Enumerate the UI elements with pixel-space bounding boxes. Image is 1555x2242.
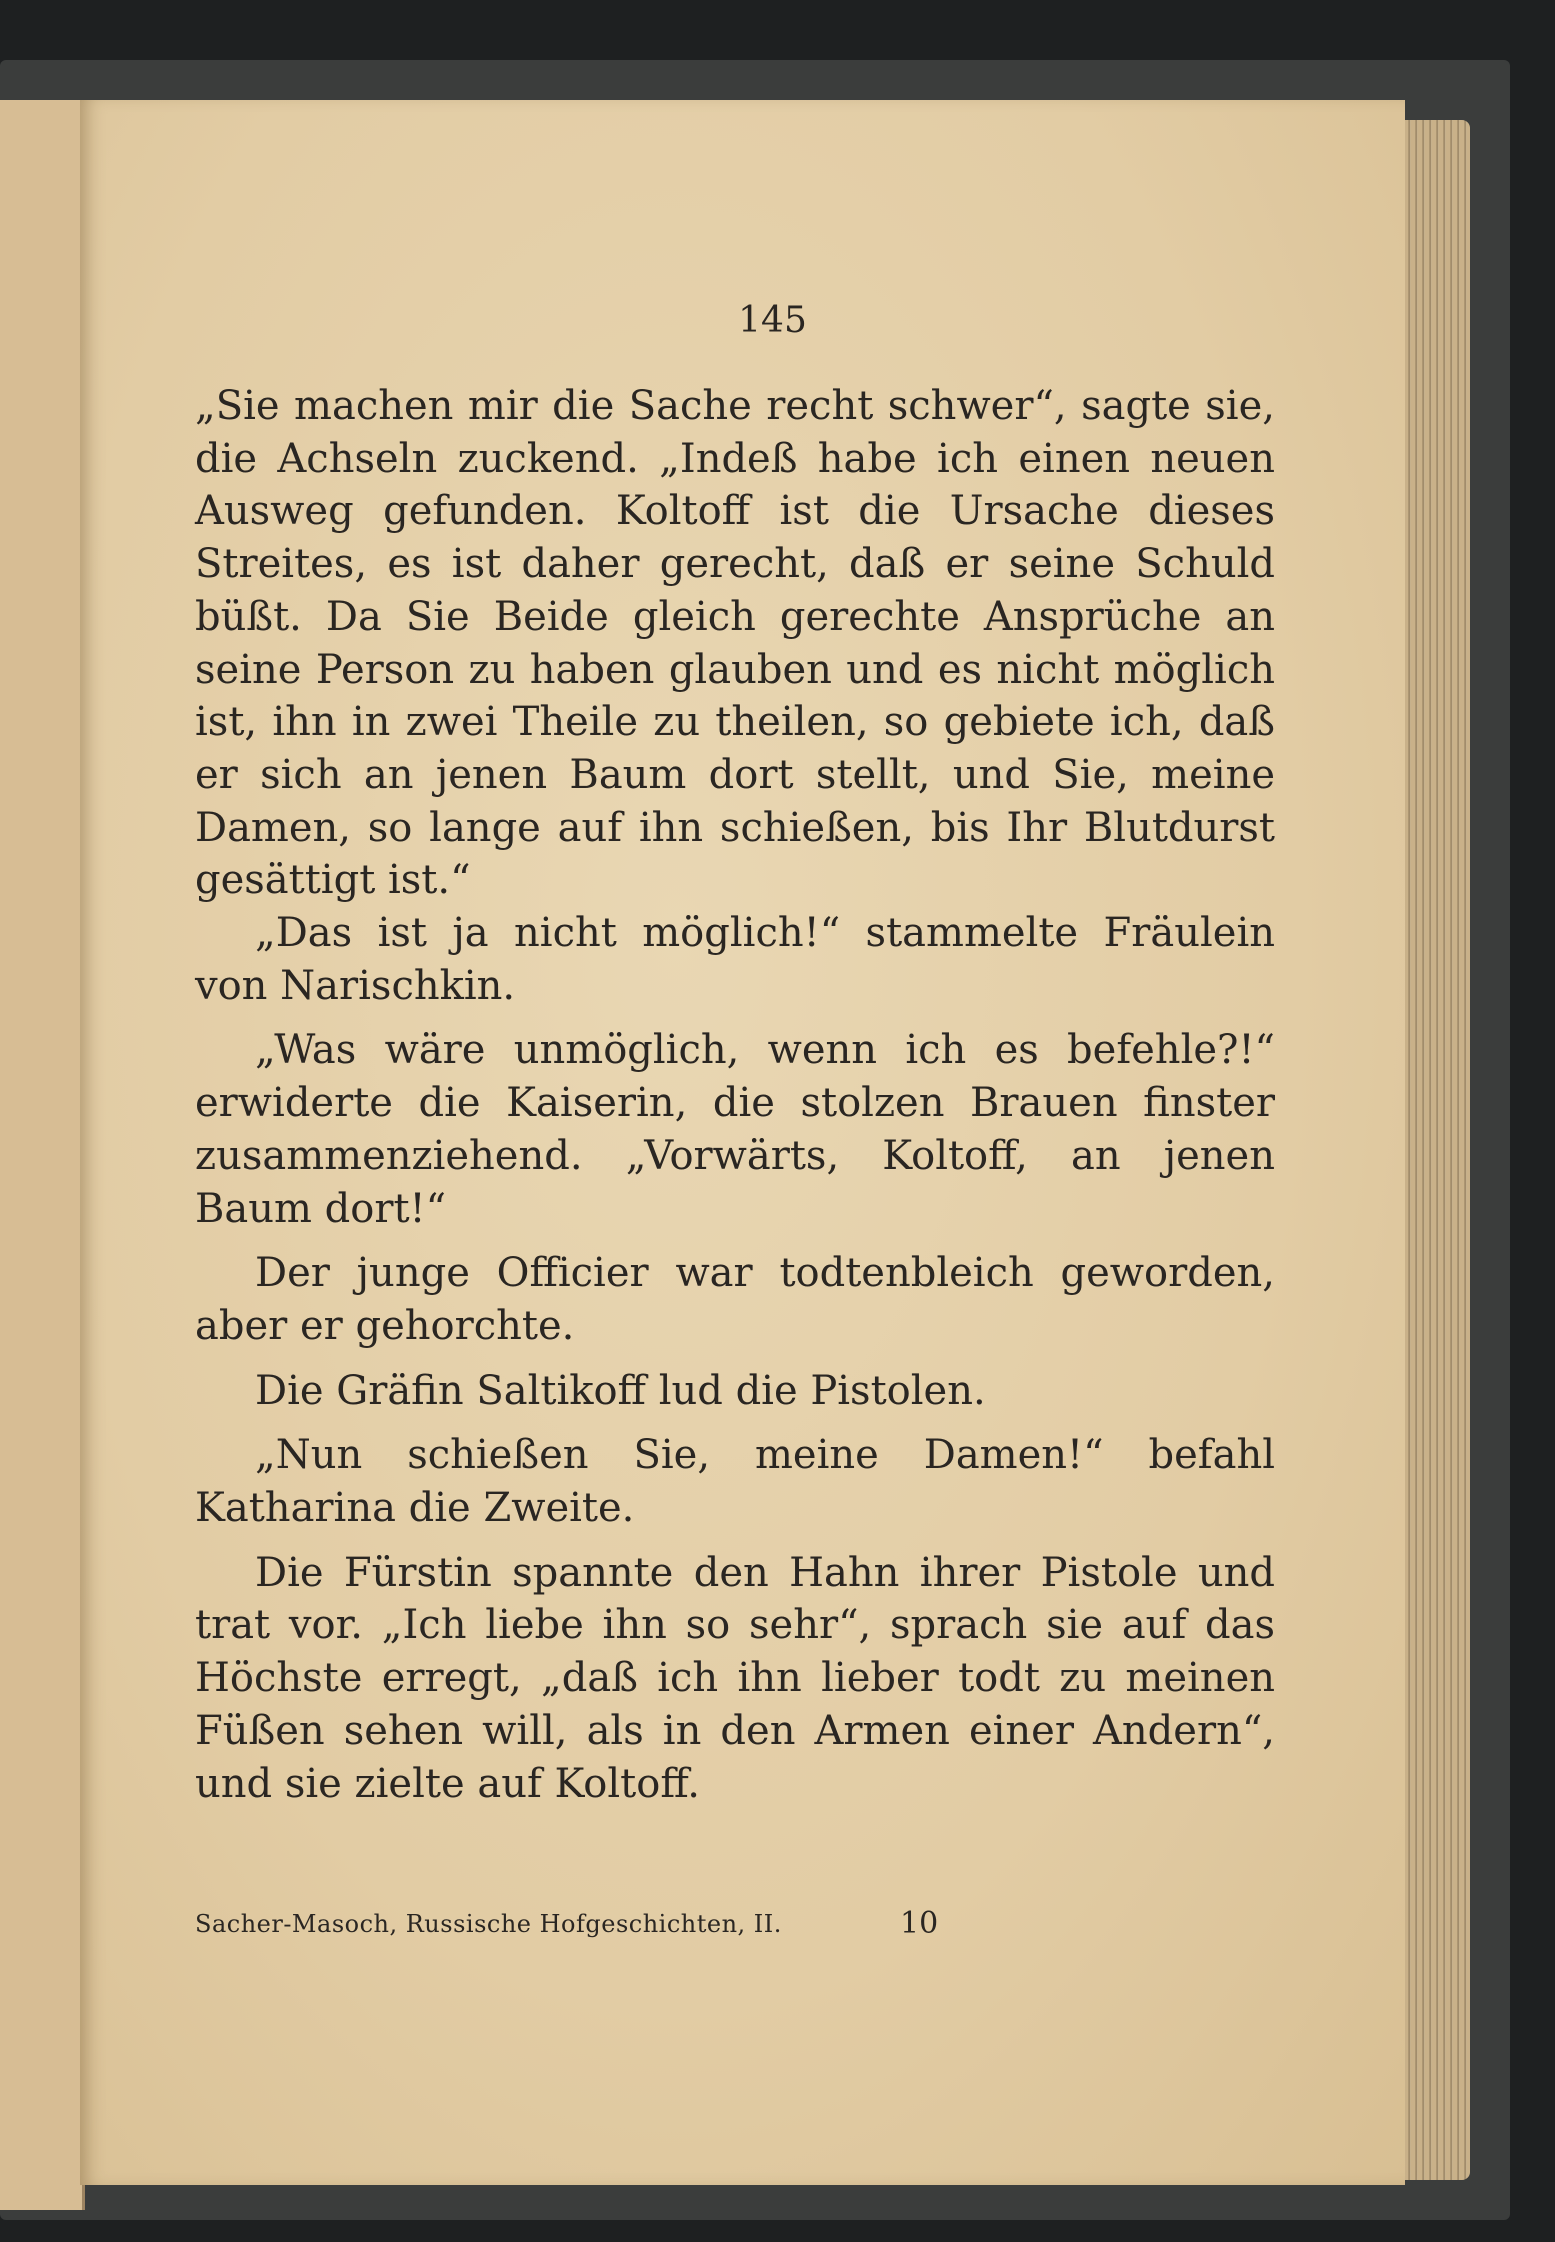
paragraph: „Das ist ja nicht möglich!“ stammelte Fräulein von Narischkin. (195, 910, 1275, 1009)
left-page-edge (0, 100, 85, 2210)
signature-line: Sacher-Masoch, Russische Hofgeschichten, II. (195, 1910, 782, 1938)
paragraph: „Was wäre unmöglich, wenn ich es befehle?!“ erwiderte die Kaiserin, die stolzen Brauen finster zusammenziehend. „Vorwärts, Koltoff, an jenen Baum dort!“ (195, 1027, 1275, 1232)
page-footer (195, 1906, 1275, 1941)
page-number: 145 (738, 300, 807, 341)
paragraph: „Sie machen mir die Sache recht schwer“, sagte sie, die Achseln zuckend. „Indeß habe ich einen neuen Ausweg gefunden. Koltoff ist die Ursache dieses Streites, es ist daher gerecht, daß er seine Schuld büßt. Da Sie Beide gleich gerechte Ansprüche an seine Person zu haben glauben und es nicht möglich ist, ihn in zwei Theile zu theilen, so gebiete ich, daß er sich an jenen Baum dort stellt, und Sie, meine Damen, so lange auf ihn schießen, bis Ihr Blutdurst gesättigt ist.“ (195, 383, 1275, 904)
book-page (80, 100, 1405, 2185)
sheet-number: 10 (900, 1906, 939, 1941)
body-text (195, 380, 1275, 1810)
paragraph: „Nun schießen Sie, meine Damen!“ befahl Katharina die Zweite. (195, 1432, 1275, 1532)
paragraph: Der junge Officier war todtenbleich geworden, aber er gehorchte. (195, 1250, 1275, 1349)
paragraph: Die Gräfin Saltikoff lud die Pistolen. (255, 1367, 986, 1414)
paragraph: Die Fürstin spannte den Hahn ihrer Pistole und trat vor. „Ich liebe ihn so sehr“, sprach sie auf das Höchste erregt, „daß ich ihn lieber todt zu meinen Füßen sehen will, als in den Armen einer Andern“, und sie zielte auf Koltoff. (195, 1549, 1275, 1807)
